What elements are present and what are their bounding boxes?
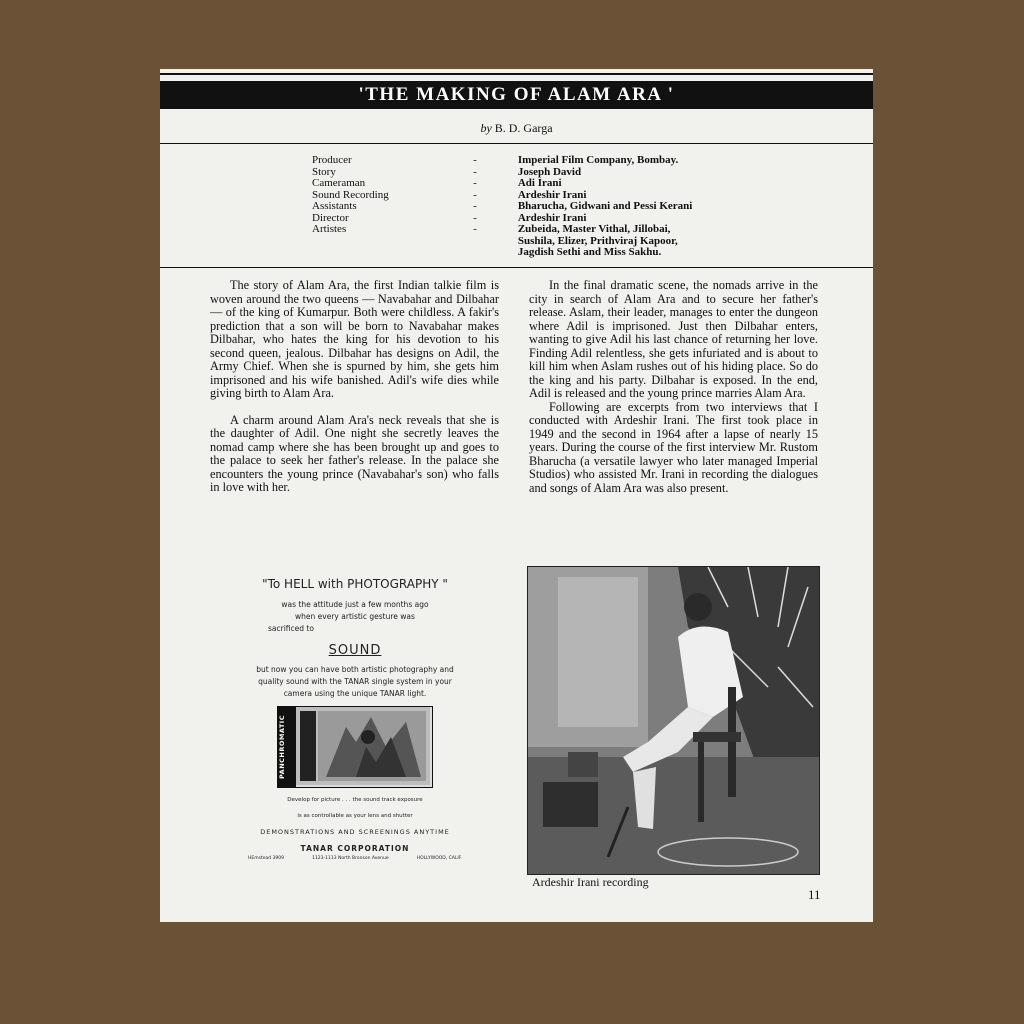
credit-name: Jagdish Sethi and Miss Sakhu.: [517, 246, 662, 258]
article-column-right: [529, 279, 818, 495]
credit-role: Sound Recording: [312, 188, 389, 201]
ad-film-frame-image: [277, 706, 433, 788]
credit-role: Story: [312, 165, 336, 178]
credit-role: Assistants: [312, 200, 357, 212]
credit-name: Ardeshir Irani: [517, 211, 587, 224]
ad-footer: [248, 856, 462, 861]
credit-dash: [473, 236, 518, 248]
tanar-advertisement: [248, 577, 462, 861]
credit-dash: -: [473, 177, 477, 189]
article-paragraph: Following are excerpts from two interviews that I conducted with Ardeshir Irani. The first took place in 1949 and the second in 1964 after a lapse of nearly 15 years. During the course of the first interview Mr. Rustom Bharucha (a versatile lawyer who later managed Imperial Studios) who assisted Mr. Irani in recording the dialogues and songs of Alam Ara was also present.: [529, 399, 818, 495]
credit-name: Zubeida, Master Vithal, Jillobai,: [517, 223, 671, 235]
credit-role: [312, 236, 473, 248]
credit-name: Bharucha, Gidwani and Pessi Kerani: [517, 200, 693, 212]
magazine-page: [160, 69, 873, 922]
credit-name: Sushila, Elizer, Prithviraj Kapoor,: [517, 234, 678, 247]
credit-name: Adi Irani: [517, 177, 562, 189]
article-paragraph: A charm around Alam Ara's neck reveals that she is the daughter of Adil. One night she secretly leaves the nomad camp where she has been brought up and goes to the palace to seek her father's release. In the palace she encounters the young prince (Navabahar's son) who falls in love with her.: [210, 412, 499, 494]
credit-dash: -: [473, 165, 477, 178]
credits-bottom-rule: [160, 267, 873, 268]
ad-line: was the attitude just a few months ago: [281, 600, 429, 609]
credits-top-rule: [160, 143, 873, 144]
article-column-left: [210, 279, 499, 495]
credit-dash: [473, 247, 518, 259]
credit-name: Joseph David: [517, 165, 582, 178]
credit-dash: -: [473, 200, 477, 212]
ad-body-line: quality sound with the TANAR single system in your: [258, 677, 452, 686]
credit-row: [312, 167, 712, 179]
ad-demonstrations: DEMONSTRATIONS AND SCREENINGS ANYTIME: [260, 828, 450, 836]
credit-role: Artistes: [312, 223, 347, 235]
credit-row: [312, 201, 712, 213]
byline: [160, 121, 873, 136]
credit-dash: -: [473, 223, 477, 235]
top-rule: [160, 73, 873, 75]
credit-row: [312, 155, 712, 167]
credits-table: [312, 155, 712, 259]
ad-address: 1123-1113 North Bronson Avenue: [312, 856, 389, 861]
credit-name: Ardeshir Irani: [517, 188, 587, 201]
credit-role: Director: [312, 211, 349, 224]
ad-corporation: TANAR CORPORATION: [300, 844, 410, 853]
ad-sound-word: SOUND: [328, 643, 382, 658]
film-frame-illustration: [296, 707, 430, 785]
credit-row: [312, 247, 712, 259]
page-number: 11: [808, 887, 821, 902]
credit-role: Cameraman: [312, 177, 366, 189]
credit-row: [312, 224, 712, 236]
ad-body-line: but now you can have both artistic photography and: [256, 665, 454, 674]
ad-headline: "To HELL with PHOTOGRAPHY ": [262, 577, 448, 591]
photo-caption: Ardeshir Irani recording: [532, 875, 649, 889]
credit-role: [312, 247, 473, 259]
credit-name: Imperial Film Company, Bombay.: [517, 154, 679, 166]
byline-by: by: [480, 121, 492, 135]
recording-scene-illustration: [528, 567, 819, 874]
ad-phone: HEmstead 3909: [248, 856, 284, 861]
ardeshir-irani-photo: [527, 566, 820, 875]
ad-line: sacrificed to: [268, 624, 314, 633]
article-paragraph: The story of Alam Ara, the first Indian talkie film is woven around the two queens — Navabahar and Dilbahar — of the king of Kumarpur. Both were childless. A fakir's prediction that a son will be born to Navabahar makes Dilbahar, who hates the king for his devotion to his second queen, jealous. Dilbahar has designs on Adil, the Army Chief. When she is spurned by him, she gets him imprisoned and his wife banished. Adil's wife dies while giving birth to Alam Ara.: [210, 278, 499, 400]
ad-develop-line: is as controllable as your lens and shutter: [297, 813, 413, 819]
byline-author: B. D. Garga: [494, 121, 553, 135]
article-paragraph: In the final dramatic scene, the nomads arrive in the city in search of Alam Ara and to secure her father's release. Aslam, their leader, manages to enter the dungeon where Adil is imprisoned. Just then Dilbahar enters, wanting to give Adil his last chance of returning her love. Finding Adil relentless, she gets infuriated and is about to kill him when Aslam rushes out of his hiding place. So do the king and his party. Dilbahar is exposed. In the end, Adil is released and the young prince marries Alam Ara.: [529, 278, 818, 400]
article-title: 'THE MAKING OF ALAM ARA ': [160, 81, 873, 109]
credit-dash: -: [473, 188, 477, 201]
ad-body-line: camera using the unique TANAR light.: [283, 689, 427, 698]
ad-develop-line: Develop for picture . . . the sound track exposure: [287, 797, 423, 803]
credit-row: [312, 178, 712, 190]
credit-dash: -: [473, 154, 477, 166]
ad-line: when every artistic gesture was: [295, 612, 415, 621]
ad-city: HOLLYWOOD, CALIF.: [416, 856, 462, 861]
ad-film-label: PANCHROMATIC: [278, 707, 296, 787]
credit-dash: -: [473, 211, 477, 224]
credit-role: Producer: [312, 154, 352, 166]
